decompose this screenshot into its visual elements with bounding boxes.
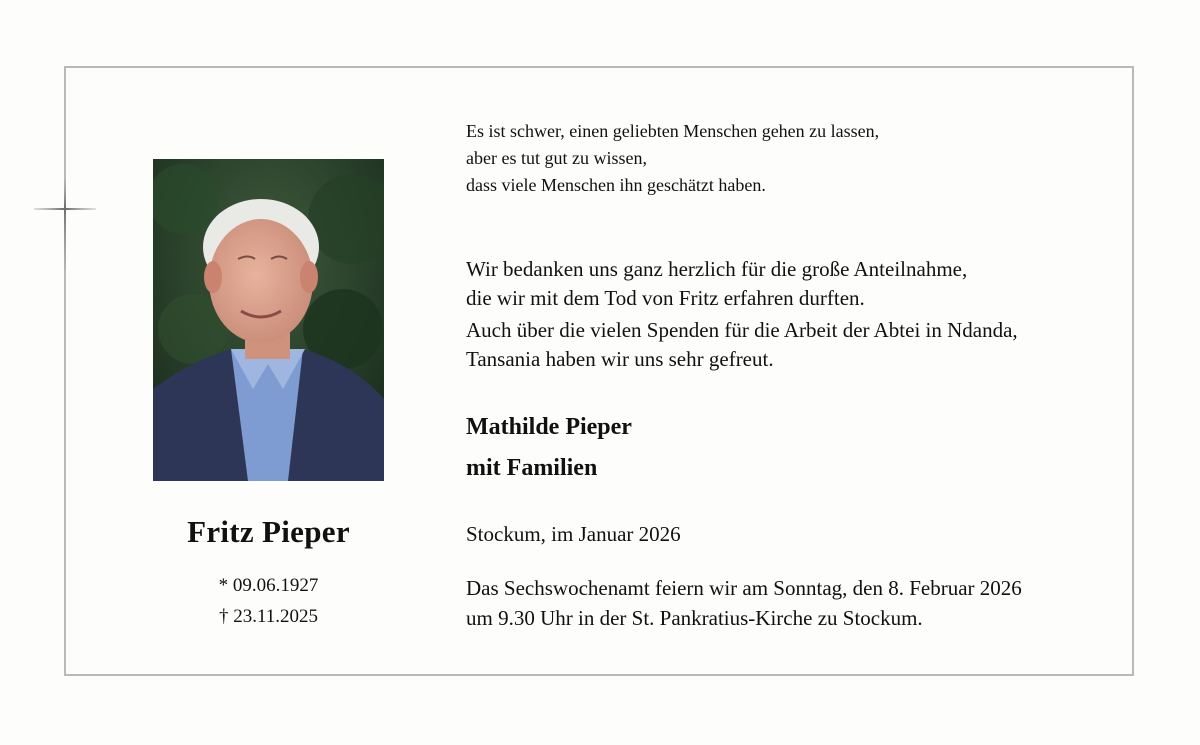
signature-name: Mathilde Pieper [466, 414, 632, 440]
birth-date: * 09.06.1927 [218, 575, 319, 596]
cross-icon [30, 178, 100, 273]
poem-line: aber es tut gut zu wissen, [466, 148, 647, 168]
thanks-line: Wir bedanken uns ganz herzlich für die große Anteilnahme, [466, 257, 968, 281]
thanks-paragraph [466, 255, 967, 313]
service-line: Das Sechswochenamt feiern wir am Sonntag, den 8. Februar 2026 [466, 576, 1022, 600]
poem-line: Es ist schwer, einen geliebten Menschen gehen zu lassen, [466, 121, 880, 141]
portrait-photo [153, 159, 384, 481]
death-date: † 23.11.2025 [218, 606, 319, 627]
donations-paragraph [466, 316, 1018, 374]
place-date: Stockum, im Januar 2026 [466, 522, 681, 546]
service-line: um 9.30 Uhr in der St. Pankratius-Kirche zu Stockum. [466, 606, 923, 630]
thanks-line: die wir mit dem Tod von Fritz erfahren durften. [466, 286, 865, 310]
service-announcement [466, 573, 1022, 633]
thanks-line: Auch über die vielen Spenden für die Arbeit der Abtei in Ndanda, [466, 318, 1018, 342]
deceased-name: Fritz Pieper [187, 514, 350, 549]
signature-family: mit Familien [466, 455, 598, 481]
thanks-line: Tansania haben wir uns sehr gefreut. [466, 347, 774, 371]
poem-line: dass viele Menschen ihn geschätzt haben. [466, 175, 766, 195]
poem [466, 118, 879, 199]
